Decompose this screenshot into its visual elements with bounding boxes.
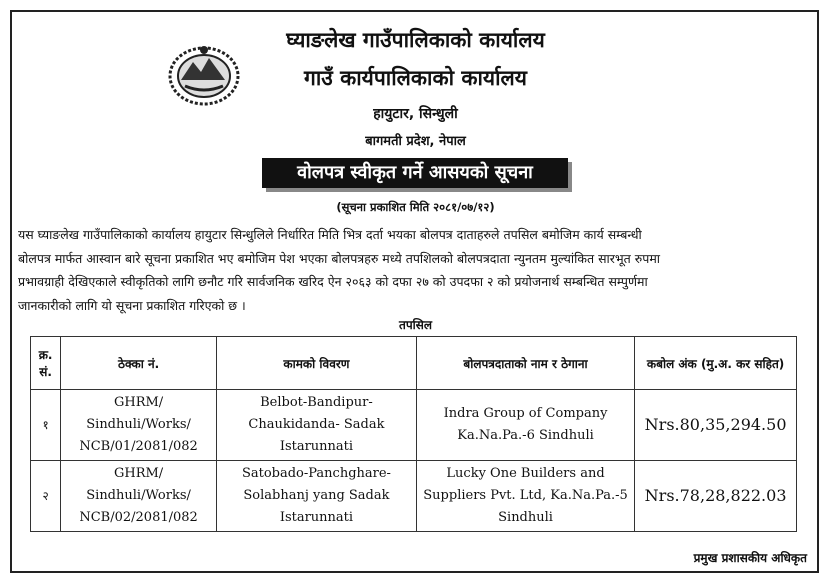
office-name: घ्याङलेख गाउँपालिकाको कार्यालय [286, 28, 545, 52]
body-line: प्रभावग्राही देखिएकाले स्वीकृतिको लागि छनौट गरि सार्वजनिक खरिद ऐन २०६३ को दफा २७ को उपदफा २ को प्रयोजनार्थ सम्बन्धित सम्पुर्णमा [18, 274, 648, 289]
col-header-contract: ठेक्का नं. [61, 337, 217, 390]
office-location: हायुटार, सिन्धुली [373, 106, 458, 122]
row-sn: १ [31, 390, 61, 461]
row-description: Belbot-Bandipur- Chaukidanda- Sadak Istarunnati [217, 390, 417, 461]
table-row [31, 390, 797, 461]
table-header-row [31, 337, 797, 390]
row-contract: GHRM/ Sindhuli/Works/ NCB/01/2081/082 [61, 390, 217, 461]
col-header-amount: कबोल अंक (मु.अ. कर सहित) [635, 337, 797, 390]
row-amount: Nrs.78,28,822.03 [635, 461, 797, 532]
details-label: तपसिल [398, 318, 432, 332]
office-province: बागमती प्रदेश, नेपाल [365, 134, 466, 149]
office-subtitle: गाउँ कार्यपालिकाको कार्यालय [304, 66, 527, 90]
table-row [31, 461, 797, 532]
col-header-sn: क्र. सं. [31, 337, 61, 390]
published-date: (सूचना प्रकाशित मिति २०८१/०७/१२) [336, 200, 495, 214]
body-line: बोलपत्र मार्फत आस्वान बारे सूचना प्रकाशित भए बमोजिम पेश भएका बोलपत्रहरु मध्ये तपशिलको बोलपत्रदाता न्युनतम मुल्यांकित सारभूत रुपमा [18, 250, 661, 266]
body-line: यस घ्याङलेख गाउँपालिकाको कार्यालय हायुटार सिन्धुलिले निर्धारित मिति भित्र दर्ता भयका बोलपत्र दाताहरुले तपसिल बमोजिम कार्य सम्बन्धी [18, 227, 642, 242]
row-description: Satobado-Panchghare-Solabhanj yang Sadak Istarunnati [217, 461, 417, 532]
col-header-description: कामको विवरण [217, 337, 417, 390]
row-bidder: Lucky One Builders and Suppliers Pvt. Ltd, Ka.Na.Pa.-5 Sindhuli [416, 461, 634, 532]
row-bidder: Indra Group of Company Ka.Na.Pa.-6 Sindhuli [416, 390, 634, 461]
col-header-bidder: बोलपत्रदाताको नाम र ठेगाना [416, 337, 634, 390]
notice-body [18, 223, 818, 317]
row-sn: २ [31, 461, 61, 532]
row-amount: Nrs.80,35,294.50 [635, 390, 797, 461]
body-line: जानकारीको लागि यो सूचना प्रकाशित गरिएको छ । [18, 297, 246, 313]
row-contract: GHRM/ Sindhuli/Works/ NCB/02/2081/082 [61, 461, 217, 532]
signature: प्रमुख प्रशासकीय अधिकृत [693, 551, 807, 565]
bid-table [30, 336, 797, 532]
notice-title: वोलपत्र स्वीकृत गर्ने आसयको सूचना [262, 158, 568, 188]
